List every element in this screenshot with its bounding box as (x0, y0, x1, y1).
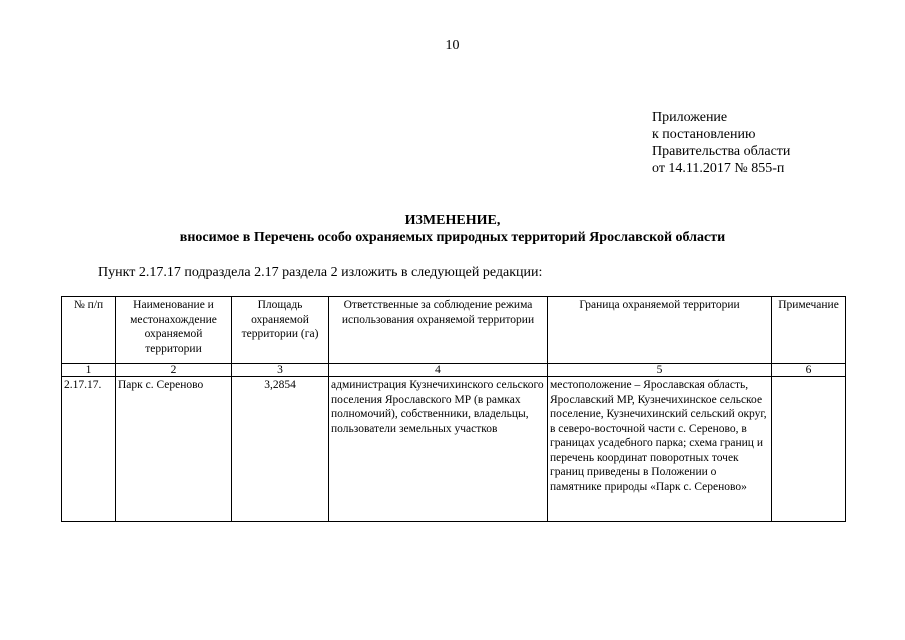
cell-boundary: местоположение – Ярославская область, Ярославский МР, Кузнечихинское сельское поселение, Кузнечихинский сельский округ, в северо-восточной части с. Сереново, в границах усадебного парка; схема границ и перечень координат поворотных точек границ приведены в Положении о памятнике природы «Парк с. Сереново» (548, 377, 772, 522)
appendix-line-4: от 14.11.2017 № 855-п (652, 161, 785, 176)
appendix-line-2: к постановлению (652, 127, 756, 142)
document-title: ИЗМЕНЕНИЕ, (404, 213, 501, 228)
column-number: 4 (329, 364, 548, 377)
appendix-line-1: Приложение (652, 110, 728, 125)
appendix-block (652, 109, 790, 177)
territory-table (61, 296, 846, 522)
table-row (62, 377, 846, 522)
table-header-row (62, 297, 846, 364)
instruction-text: Пункт 2.17.17 подраздела 2.17 раздела 2 изложить в следующей редакции: (98, 265, 543, 280)
column-number: 3 (232, 364, 329, 377)
page-number: 10 (445, 38, 460, 53)
cell-name: Парк с. Сереново (116, 377, 232, 522)
column-number: 6 (772, 364, 846, 377)
cell-note (772, 377, 846, 522)
header-number: № п/п (62, 297, 116, 364)
header-note: Примечание (772, 297, 846, 364)
header-name: Наименование и местонахождение охраняемой территории (116, 297, 232, 364)
header-responsible: Ответственные за соблюдение режима использования охраняемой территории (329, 297, 548, 364)
header-boundary: Граница охраняемой территории (548, 297, 772, 364)
header-area: Площадь охраняемой территории (га) (232, 297, 329, 364)
cell-number: 2.17.17. (62, 377, 116, 522)
cell-responsible: администрация Кузнечихинского сельского поселения Ярославского МР (в рамках полномочий), собственники, владельцы, пользователи земельных участков (329, 377, 548, 522)
column-number-row (62, 364, 846, 377)
column-number: 1 (62, 364, 116, 377)
column-number: 5 (548, 364, 772, 377)
column-number: 2 (116, 364, 232, 377)
cell-area: 3,2854 (232, 377, 329, 522)
appendix-line-3: Правительства области (652, 144, 791, 159)
document-subtitle: вносимое в Перечень особо охраняемых природных территорий Ярославской области (179, 230, 726, 245)
